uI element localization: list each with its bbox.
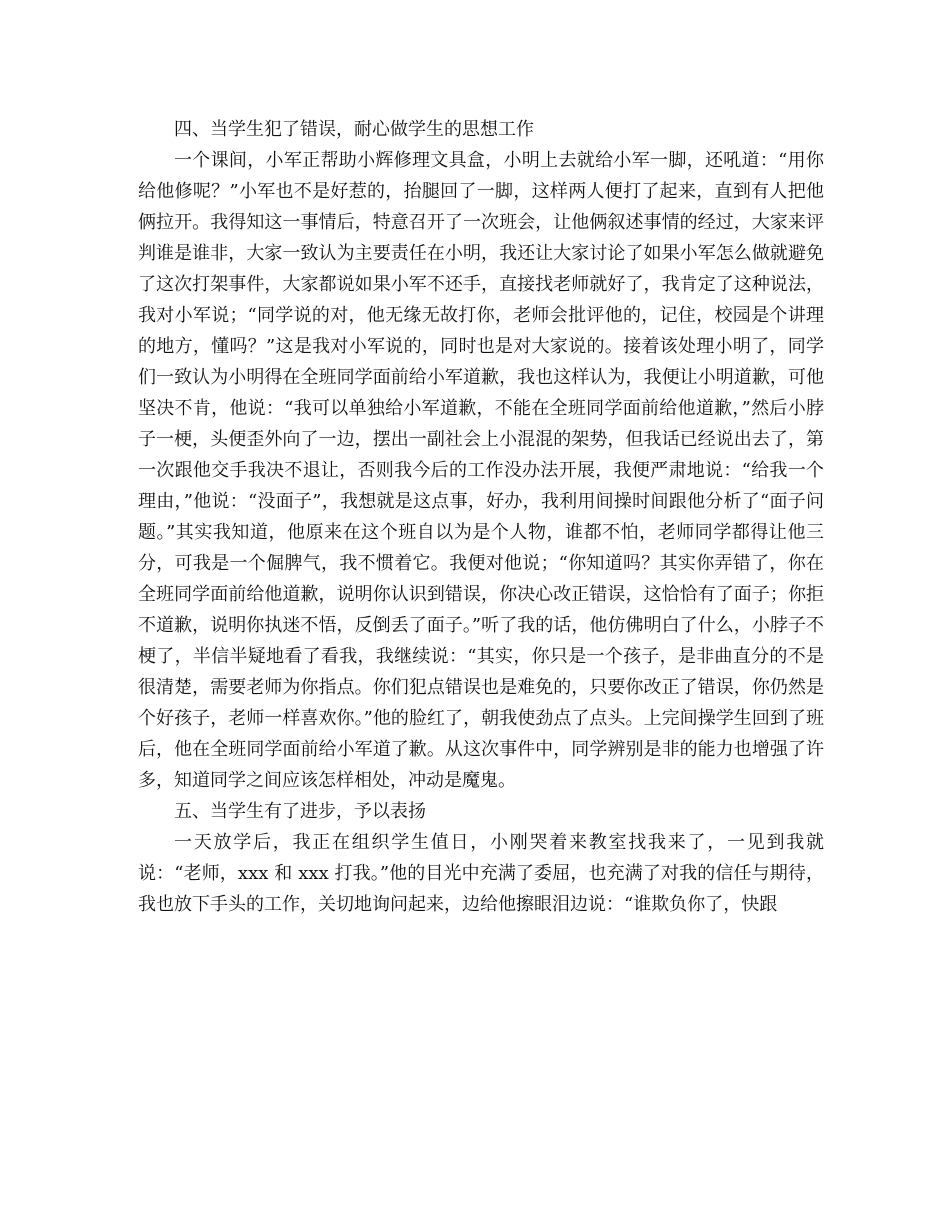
section-heading-5: 五、当学生有了进步，予以表扬 bbox=[174, 801, 426, 822]
section-paragraph-4: 一个课间，小军正帮助小辉修理文具盒，小明上去就给小军一脚，还吼道：“用你给他修呢？”小军也不是好惹的，抬腿回了一脚，这样两人便打了起来，直到有人把他俩拉开。我得知这一事情后，特意召开了一次班会，让他俩叙述事情的经过，大家来评判谁是谁非，大家一致认为主要责任在小明，我还让大家讨论了如果小军怎么做就避免了这次打架事件，大家都说如果小军不还手，直接找老师就好了，我肯定了这种说法，我对小军说；“同学说的对，他无缘无故打你，老师会批评他的，记住，校园是个讲理的地方，懂吗？”这是我对小军说的，同时也是对大家说的。接着该处理小明了，同学们一致认为小明得在全班同学面前给小军道歉，我也这样认为，我便让小明道歉，可他坚决不肯，他说：“我可以单独给小军道歉，不能在全班同学面前给他道歉，”然后小脖子一梗，头便歪外向了一边，摆出一副社会上小混混的架势，但我话已经说出去了，第一次跟他交手我决不退让，否则我今后的工作没办法开展，我便严肃地说：“给我一个理由，”他说：“没面子”，我想就是这点事，好办，我利用间操时间跟他分析了“面子问题。”其实我知道，他原来在这个班自以为是个人物，谁都不怕，老师同学都得让他三分，可我是一个倔脾气，我不惯着它。我便对他说；“你知道吗？其实你弄错了，你在全班同学面前给他道歉，说明你认识到错误，你决心改正错误，这恰恰有了面子；你拒不道歉，说明你执迷不悟，反倒丢了面子。”听了我的话，他仿佛明白了什么，小脖子不梗了，半信半疑地看了看我，我继续说：“其实，你只是一个孩子，是非曲直分的不是很清楚，需要老师为你指点。你们犯点错误也是难免的，只要你改正了错误，你仍然是个好孩子，老师一样喜欢你。”他的脸红了，朝我使劲点了点头。上完间操学生回到了班后，他在全班同学面前给小军道了歉。从这次事件中，同学辨别是非的能力也增强了许多，知道同学之间应该怎样相处，冲动是魔鬼。 bbox=[138, 150, 824, 791]
document-body bbox=[138, 114, 824, 920]
section-paragraph-5: 一天放学后，我正在组织学生值日，小刚哭着来教室找我来了，一见到我就说：“老师，xxx 和 xxx 打我。”他的目光中充满了委屈，也充满了对我的信任与期待，我也放下手头的工作，关切地询问起来，边给他擦眼泪边说：“谁欺负你了，快跟 bbox=[138, 832, 824, 915]
section-heading-4: 四、当学生犯了错误，耐心做学生的思想工作 bbox=[174, 119, 534, 140]
